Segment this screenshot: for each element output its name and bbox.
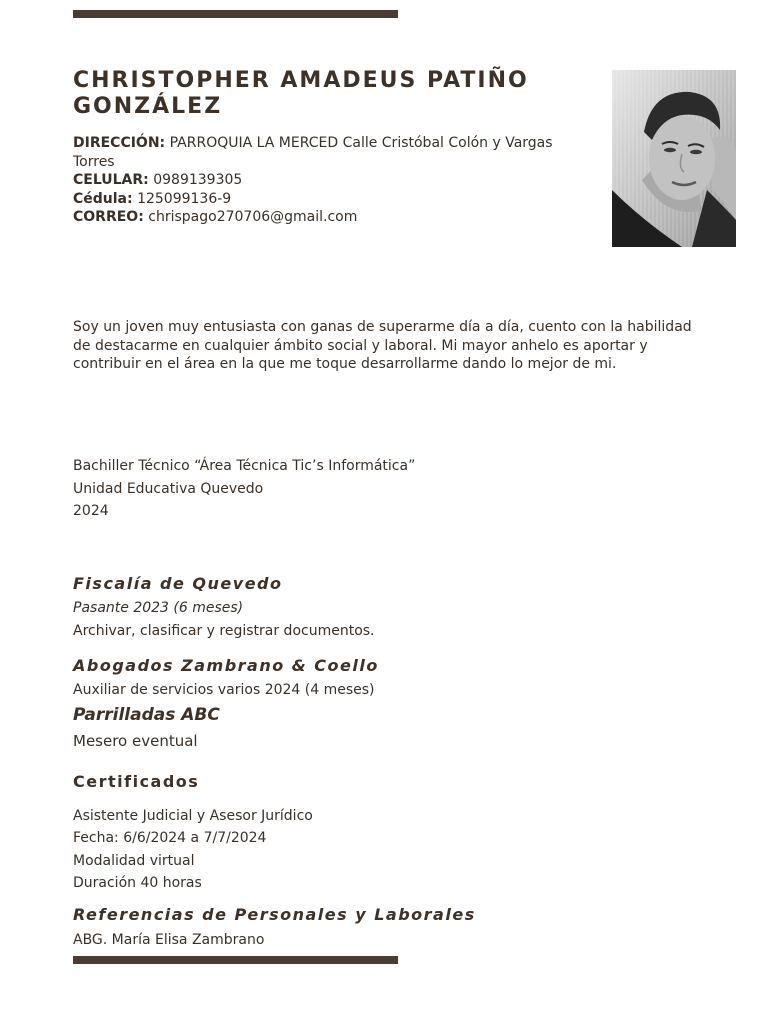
certificates-list <box>73 805 313 894</box>
certificate-item: Asistente Judicial y Asesor Jurídico <box>73 808 313 824</box>
job-role-1: Pasante 2023 (6 meses) <box>73 600 244 616</box>
contact-phone <box>73 171 573 190</box>
references-heading: Referencias de Personales y Laborales <box>73 905 476 924</box>
reference-item: ABG. María Elisa Zambrano <box>73 932 265 948</box>
job-role-3: Mesero eventual <box>73 732 198 750</box>
education-school: Unidad Educativa Quevedo <box>73 480 264 497</box>
candidate-name: CHRISTOPHER AMADEUS PATIÑO GONZÁLEZ <box>73 68 529 119</box>
contact-address <box>73 134 573 171</box>
job-company-2: Abogados Zambrano & Coello <box>73 656 379 675</box>
profile-photo <box>612 70 736 247</box>
contact-email <box>73 208 573 227</box>
job-company-3: Parrilladas ABC <box>73 705 220 725</box>
contact-block <box>73 134 573 227</box>
phone-label: CELULAR: <box>73 172 149 188</box>
education-year: 2024 <box>73 503 109 519</box>
email-label: CORREO: <box>73 209 144 225</box>
certificates-heading: Certificados <box>73 772 200 791</box>
certificate-item: Fecha: 6/6/2024 a 7/7/2024 <box>73 830 267 847</box>
address-value: PARROQUIA LA MERCED Calle Cristóbal Colón y Vargas Torres <box>73 135 553 170</box>
email-value: chrispago270706@gmail.com <box>148 209 358 225</box>
contact-id <box>73 190 573 209</box>
profile-summary: Soy un joven muy entusiasta con ganas de superarme día a día, cuento con la habilidad de destacarme en cualquier ámbito social y laboral. Mi mayor anhelo es aportar y contribuir en el área en la que me toque desarrollarme dando lo mejor de mi. <box>73 319 692 372</box>
education-block <box>73 455 415 523</box>
job-description-1: Archivar, clasificar y registrar documentos. <box>73 623 375 639</box>
job-company-1: Fiscalía de Quevedo <box>73 574 283 593</box>
phone-value: 0989139305 <box>153 172 243 188</box>
id-label: Cédula: <box>73 190 133 207</box>
address-label: DIRECCIÓN: <box>73 135 166 151</box>
job-role-2: Auxiliar de servicios varios 2024 (4 meses) <box>73 682 375 698</box>
bottom-accent-bar <box>73 956 398 964</box>
certificate-item: Duración 40 horas <box>73 874 202 891</box>
id-value: 125099136-9 <box>137 190 232 207</box>
top-accent-bar <box>73 10 398 18</box>
education-degree: Bachiller Técnico “Área Técnica Tic’s Informática” <box>73 458 416 474</box>
certificate-item: Modalidad virtual <box>73 852 195 869</box>
